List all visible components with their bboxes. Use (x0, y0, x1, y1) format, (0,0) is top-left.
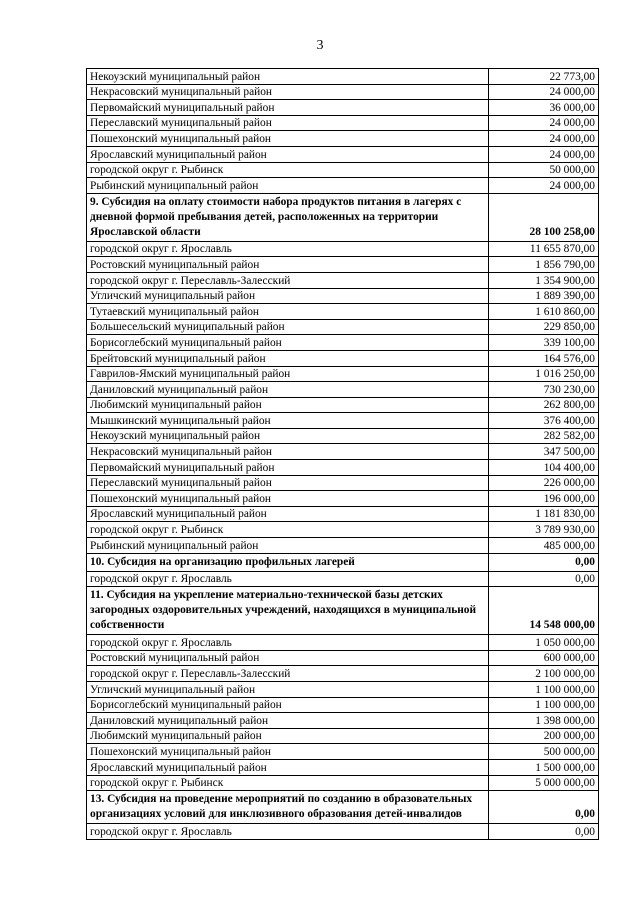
table-row (87, 538, 599, 554)
district-name: городской округ г. Переславль-Залесский (87, 272, 489, 288)
table-row (87, 397, 599, 413)
amount-cell: 1 100 000,00 (489, 697, 599, 713)
district-name: Пошехонский муниципальный район (87, 744, 489, 760)
table-row (87, 506, 599, 522)
table-row (87, 100, 599, 116)
district-name: Любимский муниципальный район (87, 397, 489, 413)
table-row (87, 178, 599, 194)
district-name: Ростовский муниципальный район (87, 650, 489, 666)
district-name: Некоузский муниципальный район (87, 69, 489, 85)
district-name: Переславский муниципальный район (87, 475, 489, 491)
amount-cell: 1 889 390,00 (489, 288, 599, 304)
section-row (87, 193, 599, 241)
district-name: Некрасовский муниципальный район (87, 84, 489, 100)
table-row (87, 162, 599, 178)
table-row (87, 146, 599, 162)
district-name: Борисоглебский муниципальный район (87, 335, 489, 351)
amount-cell: 164 576,00 (489, 350, 599, 366)
amount-cell: 0,00 (489, 824, 599, 840)
section-title: 11. Субсидия на укрепление материально-технической базы детских загородных оздоровительных учреждений, находящихся в муниципальной собственности (87, 587, 489, 635)
table-row (87, 350, 599, 366)
amount-cell: 1 100 000,00 (489, 682, 599, 698)
table-row (87, 666, 599, 682)
amount-cell: 1 050 000,00 (489, 635, 599, 651)
district-name: Первомайский муниципальный район (87, 100, 489, 116)
district-name: Рыбинский муниципальный район (87, 178, 489, 194)
amount-cell: 229 850,00 (489, 319, 599, 335)
table-row (87, 288, 599, 304)
table-row (87, 475, 599, 491)
table-row (87, 744, 599, 760)
amount-cell: 1 354 900,00 (489, 272, 599, 288)
section-row (87, 553, 599, 571)
section-total: 14 548 000,00 (489, 587, 599, 635)
table-row (87, 257, 599, 273)
table-row (87, 366, 599, 382)
table-row (87, 522, 599, 538)
amount-cell: 1 181 830,00 (489, 506, 599, 522)
section-total: 0,00 (489, 553, 599, 571)
district-name: Первомайский муниципальный район (87, 460, 489, 476)
amount-cell: 36 000,00 (489, 100, 599, 116)
district-name: городской округ г. Ярославль (87, 571, 489, 587)
district-name: городской округ г. Ярославль (87, 824, 489, 840)
amount-cell: 0,00 (489, 571, 599, 587)
district-name: Переславский муниципальный район (87, 115, 489, 131)
district-name: Пошехонский муниципальный район (87, 491, 489, 507)
amount-cell: 24 000,00 (489, 146, 599, 162)
table-row (87, 697, 599, 713)
table-row (87, 241, 599, 257)
table-row (87, 713, 599, 729)
table-row (87, 444, 599, 460)
table-row (87, 571, 599, 587)
amount-cell: 24 000,00 (489, 115, 599, 131)
district-name: городской округ г. Ярославль (87, 635, 489, 651)
table-row (87, 728, 599, 744)
table-row (87, 115, 599, 131)
table-row (87, 272, 599, 288)
section-title: 9. Субсидия на оплату стоимости набора продуктов питания в лагерях с дневной формой пребывания детей, расположенных на территории Ярославской области (87, 193, 489, 241)
section-title: 13. Субсидия на проведение мероприятий по созданию в образовательных организациях условий для инклюзивного образования детей-инвалидов (87, 791, 489, 824)
section-total: 0,00 (489, 791, 599, 824)
amount-cell: 2 100 000,00 (489, 666, 599, 682)
district-name: Ярославский муниципальный район (87, 506, 489, 522)
table-row (87, 650, 599, 666)
district-name: Большесельский муниципальный район (87, 319, 489, 335)
amount-cell: 730 230,00 (489, 382, 599, 398)
district-name: Даниловский муниципальный район (87, 382, 489, 398)
table-row (87, 304, 599, 320)
table-row (87, 460, 599, 476)
district-name: Пошехонский муниципальный район (87, 131, 489, 147)
amount-cell: 24 000,00 (489, 84, 599, 100)
amount-cell: 1 500 000,00 (489, 759, 599, 775)
amount-cell: 3 789 930,00 (489, 522, 599, 538)
amount-cell: 5 000 000,00 (489, 775, 599, 791)
district-name: городской округ г. Переславль-Залесский (87, 666, 489, 682)
amount-cell: 485 000,00 (489, 538, 599, 554)
district-name: Любимский муниципальный район (87, 728, 489, 744)
amount-cell: 376 400,00 (489, 413, 599, 429)
amount-cell: 339 100,00 (489, 335, 599, 351)
district-name: Даниловский муниципальный район (87, 713, 489, 729)
district-name: Угличский муниципальный район (87, 682, 489, 698)
table-row (87, 775, 599, 791)
district-name: городской округ г. Рыбинск (87, 162, 489, 178)
page-number: 3 (316, 38, 324, 53)
table-row (87, 682, 599, 698)
amount-cell: 1 016 250,00 (489, 366, 599, 382)
section-total: 28 100 258,00 (489, 193, 599, 241)
subsidy-table-body (87, 69, 599, 840)
district-name: Гаврилов-Ямский муниципальный район (87, 366, 489, 382)
amount-cell: 24 000,00 (489, 178, 599, 194)
table-row (87, 428, 599, 444)
table-row (87, 335, 599, 351)
amount-cell: 500 000,00 (489, 744, 599, 760)
amount-cell: 50 000,00 (489, 162, 599, 178)
section-row (87, 587, 599, 635)
table-row (87, 413, 599, 429)
district-name: Некоузский муниципальный район (87, 428, 489, 444)
table-row (87, 635, 599, 651)
district-name: городской округ г. Ярославль (87, 241, 489, 257)
amount-cell: 104 400,00 (489, 460, 599, 476)
amount-cell: 24 000,00 (489, 131, 599, 147)
district-name: городской округ г. Рыбинск (87, 775, 489, 791)
amount-cell: 1 610 860,00 (489, 304, 599, 320)
district-name: Угличский муниципальный район (87, 288, 489, 304)
district-name: Мышкинский муниципальный район (87, 413, 489, 429)
table-row (87, 491, 599, 507)
amount-cell: 22 773,00 (489, 69, 599, 85)
subsidy-table (86, 68, 599, 840)
table-row (87, 84, 599, 100)
district-name: Ярославский муниципальный район (87, 759, 489, 775)
district-name: Рыбинский муниципальный район (87, 538, 489, 554)
amount-cell: 200 000,00 (489, 728, 599, 744)
table-row (87, 759, 599, 775)
table-row (87, 382, 599, 398)
amount-cell: 196 000,00 (489, 491, 599, 507)
district-name: Брейтовский муниципальный район (87, 350, 489, 366)
district-name: городской округ г. Рыбинск (87, 522, 489, 538)
table-row (87, 319, 599, 335)
section-title: 10. Субсидия на организацию профильных лагерей (87, 553, 489, 571)
district-name: Некрасовский муниципальный район (87, 444, 489, 460)
district-name: Ярославский муниципальный район (87, 146, 489, 162)
amount-cell: 226 000,00 (489, 475, 599, 491)
district-name: Ростовский муниципальный район (87, 257, 489, 273)
district-name: Борисоглебский муниципальный район (87, 697, 489, 713)
amount-cell: 1 398 000,00 (489, 713, 599, 729)
amount-cell: 600 000,00 (489, 650, 599, 666)
district-name: Тутаевский муниципальный район (87, 304, 489, 320)
amount-cell: 282 582,00 (489, 428, 599, 444)
amount-cell: 1 856 790,00 (489, 257, 599, 273)
amount-cell: 11 655 870,00 (489, 241, 599, 257)
section-row (87, 791, 599, 824)
amount-cell: 347 500,00 (489, 444, 599, 460)
table-row (87, 131, 599, 147)
table-row (87, 824, 599, 840)
table-row (87, 69, 599, 85)
amount-cell: 262 800,00 (489, 397, 599, 413)
